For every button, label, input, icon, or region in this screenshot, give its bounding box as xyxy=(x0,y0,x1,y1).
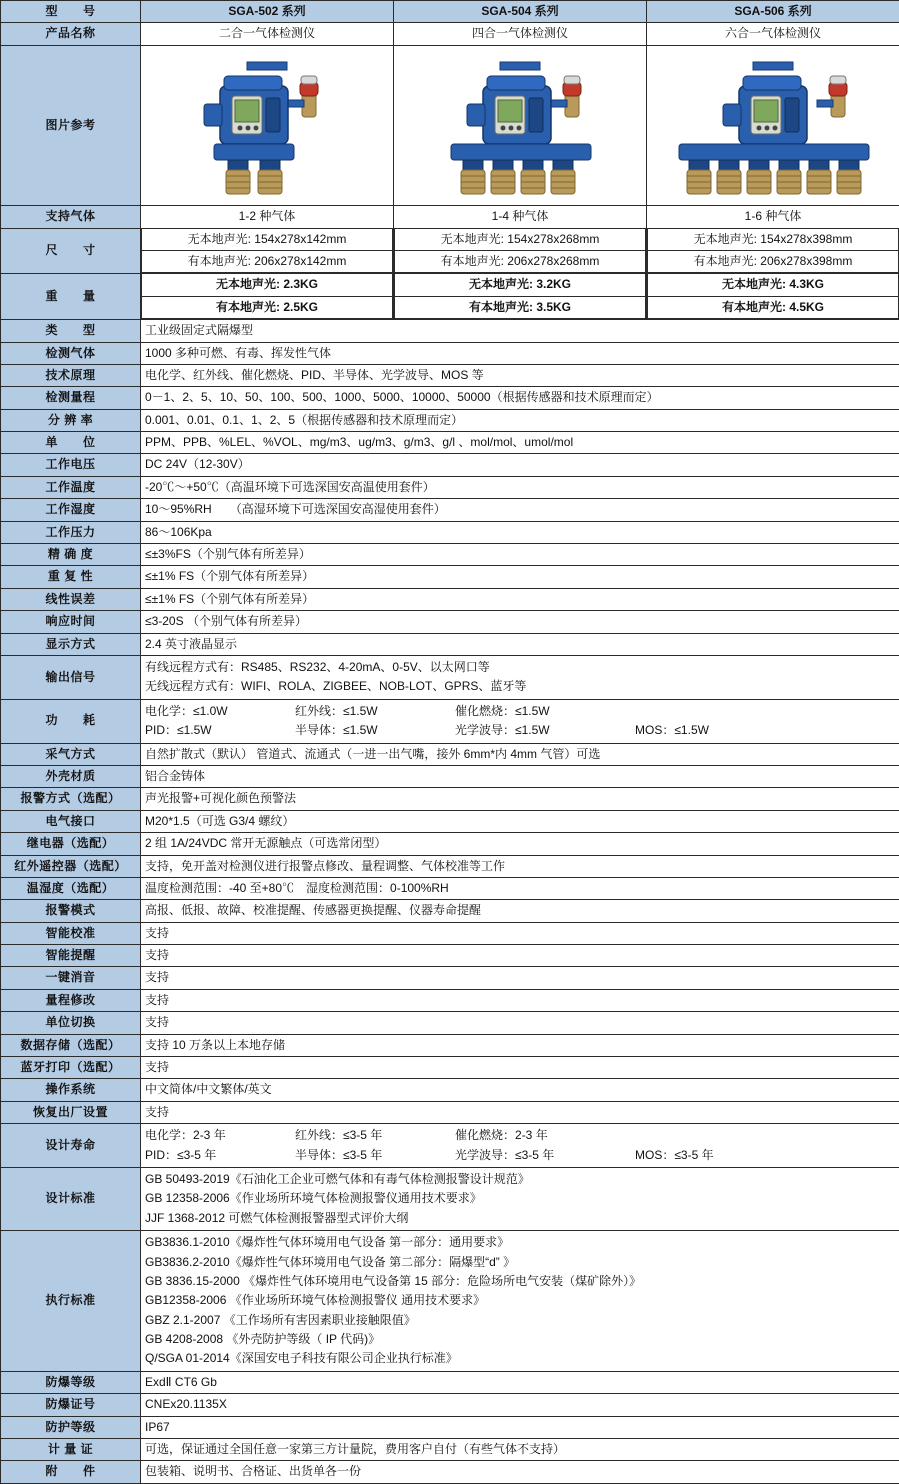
table-row-weight xyxy=(1,274,899,320)
row-label-product-name: 产品名称 xyxy=(1,23,141,45)
exec-standard-item: GB 4208-2008 《外壳防护等级（ IP 代码)》 xyxy=(145,1330,895,1349)
row-value-smart-reminder: 支持 xyxy=(141,945,899,967)
row-value-bluetooth-print: 支持 xyxy=(141,1057,899,1079)
gas-detector-2-icon xyxy=(152,48,382,198)
row-value-sampling: 自然扩散式（默认） 管道式、流通式（一进一出气嘴，接外 6mm*内 4mm 气管）可选 xyxy=(141,743,899,765)
device-image-502 xyxy=(141,45,394,205)
design-standard-item: JJF 1368-2012 可燃气体检测报警器型式评价大纲 xyxy=(145,1209,895,1228)
size-504 xyxy=(394,228,647,274)
row-label-work-pressure: 工作压力 xyxy=(1,521,141,543)
table-row-unit-switch xyxy=(1,1012,899,1034)
row-label-power: 功 耗 xyxy=(1,699,141,743)
table-row-size xyxy=(1,228,899,274)
row-value-os: 中文简体/中文繁体/英文 xyxy=(141,1079,899,1101)
row-value-work-pressure: 86～106Kpa xyxy=(141,521,899,543)
table-row-power xyxy=(1,699,899,743)
power-pid: PID：≤1.5W xyxy=(145,722,295,739)
table-row-exec-standard xyxy=(1,1231,899,1372)
exec-standard-item: GB3836.1-2010《爆炸性气体环境用电气设备 第一部分：通用要求》 xyxy=(145,1233,895,1252)
row-label-smart-reminder: 智能提醒 xyxy=(1,945,141,967)
table-row-shell-material xyxy=(1,765,899,787)
size-502-a: 无本地声光: 154x278x142mm xyxy=(142,229,393,251)
row-label-unit-switch: 单位切换 xyxy=(1,1012,141,1034)
row-value-work-humidity: 10～95%RH （高湿环境下可选深国安高湿使用套件） xyxy=(141,499,899,521)
row-label-relay: 继电器（选配） xyxy=(1,833,141,855)
row-value-metrology-cert: 可选，保证通过全国任意一家第三方计量院，费用客户自付（有些气体不支持） xyxy=(141,1439,899,1461)
table-row-range-modify xyxy=(1,989,899,1011)
row-value-type: 工业级固定式隔爆型 xyxy=(141,320,899,342)
row-label-shell-material: 外壳材质 xyxy=(1,765,141,787)
table-row-ex-level xyxy=(1,1371,899,1393)
exec-standard-item: GB12358-2006 《作业场所环境气体检测报警仪 通用技术要求》 xyxy=(145,1291,895,1310)
table-row-ir-remote xyxy=(1,855,899,877)
row-value-repeatability: ≤±1% FS（个别气体有所差异） xyxy=(141,566,899,588)
table-row-design-standard xyxy=(1,1167,899,1230)
table-row-detect-gas xyxy=(1,342,899,364)
row-value-voltage: DC 24V（12-30V） xyxy=(141,454,899,476)
table-row-one-key-mute xyxy=(1,967,899,989)
row-label-tech-principle: 技术原理 xyxy=(1,364,141,386)
table-row-accuracy xyxy=(1,544,899,566)
life-optical: 光学波导：≤3-5 年 xyxy=(455,1147,635,1164)
table-row-relay xyxy=(1,833,899,855)
table-row-output-signal xyxy=(1,655,899,699)
row-value-tech-principle: 电化学、红外线、催化燃烧、PID、半导体、光学波导、MOS 等 xyxy=(141,364,899,386)
exec-standard-item: GB 3836.15-2000 《爆炸性气体环境用电气设备第 15 部分：危险场所电气安装（煤矿除外）》 xyxy=(145,1272,895,1291)
output-signal-wired: 有线远程方式有：RS485、RS232、4-20mA、0-5V、以太网口等 xyxy=(145,658,895,677)
power-infrared: 红外线：≤1.5W xyxy=(295,703,455,720)
device-image-504 xyxy=(394,45,647,205)
row-label-image-ref: 图片参考 xyxy=(1,45,141,205)
row-label-ir-remote: 红外遥控器（选配） xyxy=(1,855,141,877)
row-value-work-temp: -20℃～+50℃（高温环境下可选深国安高温使用套件） xyxy=(141,476,899,498)
row-label-sampling: 采气方式 xyxy=(1,743,141,765)
row-label-smart-calibration: 智能校准 xyxy=(1,922,141,944)
product-name-504: 四合一气体检测仪 xyxy=(394,23,647,45)
row-label-alarm-mode: 报警模式 xyxy=(1,900,141,922)
row-value-ir-remote: 支持，免开盖对检测仪进行报警点修改、量程调整、气体校准等工作 xyxy=(141,855,899,877)
row-value-factory-reset: 支持 xyxy=(141,1101,899,1123)
row-value-unit: PPM、PPB、%LEL、%VOL、mg/m3、ug/m3、g/m3、g/l 、mol/mol、umol/mol xyxy=(141,432,899,454)
row-value-design-life xyxy=(141,1124,899,1168)
row-label-response-time: 响应时间 xyxy=(1,611,141,633)
power-optical: 光学波导：≤1.5W xyxy=(455,722,635,739)
life-pid: PID：≤3-5 年 xyxy=(145,1147,295,1164)
row-value-data-storage: 支持 10 万条以上本地存储 xyxy=(141,1034,899,1056)
row-value-response-time: ≤3-20S （个别气体有所差异） xyxy=(141,611,899,633)
exec-standard-item: GBZ 2.1-2007 《工作场所有害因素职业接触限值》 xyxy=(145,1311,895,1330)
row-label-data-storage: 数据存储（选配） xyxy=(1,1034,141,1056)
row-value-resolution: 0.001、0.01、0.1、1、2、5（根据传感器和技术原理而定） xyxy=(141,409,899,431)
row-label-repeatability: 重 复 性 xyxy=(1,566,141,588)
row-value-ex-level: ExdⅡ CT6 Gb xyxy=(141,1371,899,1393)
size-504-b: 有本地声光: 206x278x268mm xyxy=(395,250,646,272)
life-infrared: 红外线：≤3-5 年 xyxy=(295,1127,455,1144)
row-value-detect-gas: 1000 多种可燃、有毒、挥发性气体 xyxy=(141,342,899,364)
size-506-b: 有本地声光: 206x278x398mm xyxy=(648,250,899,272)
row-label-electrical-interface: 电气接口 xyxy=(1,810,141,832)
table-row-sampling xyxy=(1,743,899,765)
table-row-support-gas xyxy=(1,206,899,228)
row-label-design-life: 设计寿命 xyxy=(1,1124,141,1168)
row-label-linearity: 线性误差 xyxy=(1,588,141,610)
weight-502-b: 有本地声光: 2.5KG xyxy=(142,296,393,318)
life-electrochemical: 电化学：2-3 年 xyxy=(145,1127,295,1144)
row-label-os: 操作系统 xyxy=(1,1079,141,1101)
model-502: SGA-502 系列 xyxy=(141,1,394,23)
table-row-work-temp xyxy=(1,476,899,498)
product-name-502: 二合一气体检测仪 xyxy=(141,23,394,45)
device-image-506 xyxy=(647,45,899,205)
power-mos: MOS：≤1.5W xyxy=(635,722,709,739)
size-506-a: 无本地声光: 154x278x398mm xyxy=(648,229,899,251)
table-row-repeatability xyxy=(1,566,899,588)
row-label-display: 显示方式 xyxy=(1,633,141,655)
support-gas-502: 1-2 种气体 xyxy=(141,206,394,228)
power-line-1 xyxy=(145,702,895,721)
table-row-work-pressure xyxy=(1,521,899,543)
power-semiconductor: 半导体：≤1.5W xyxy=(295,722,455,739)
exec-standard-item: GB3836.2-2010《爆炸性气体环境用电气设备 第二部分：隔爆型“d” 》 xyxy=(145,1253,895,1272)
table-row-metrology-cert xyxy=(1,1439,899,1461)
life-catalytic: 催化燃烧：2-3 年 xyxy=(455,1127,548,1144)
gas-detector-4-icon xyxy=(405,48,635,198)
power-catalytic: 催化燃烧：≤1.5W xyxy=(455,703,550,720)
size-504-a: 无本地声光: 154x278x268mm xyxy=(395,229,646,251)
row-value-design-standard xyxy=(141,1167,899,1230)
table-row-product-name xyxy=(1,23,899,45)
table-row-alarm-mode xyxy=(1,900,899,922)
table-row-bluetooth-print xyxy=(1,1057,899,1079)
weight-506 xyxy=(647,274,899,320)
size-502 xyxy=(141,228,394,274)
row-label-ip-level: 防护等级 xyxy=(1,1416,141,1438)
row-label-ex-level: 防爆等级 xyxy=(1,1371,141,1393)
row-value-one-key-mute: 支持 xyxy=(141,967,899,989)
row-value-accessories: 包装箱、说明书、合格证、出货单各一份 xyxy=(141,1461,899,1483)
size-506 xyxy=(647,228,899,274)
design-standard-item: GB 12358-2006《作业场所环境气体检测报警仪通用技术要求》 xyxy=(145,1189,895,1208)
row-label-range: 检测量程 xyxy=(1,387,141,409)
row-label-work-humidity: 工作湿度 xyxy=(1,499,141,521)
table-row-response-time xyxy=(1,611,899,633)
row-label-output-signal: 输出信号 xyxy=(1,655,141,699)
table-row-smart-calibration xyxy=(1,922,899,944)
exec-standard-item: Q/SGA 01-2014《深国安电子科技有限公司企业执行标准》 xyxy=(145,1349,895,1368)
table-row-alarm-method xyxy=(1,788,899,810)
table-row-display xyxy=(1,633,899,655)
row-value-ex-cert-no: CNEx20.1135X xyxy=(141,1394,899,1416)
row-label-support-gas: 支持气体 xyxy=(1,206,141,228)
table-row-accessories xyxy=(1,1461,899,1483)
row-value-range: 0－1、2、5、10、50、100、500、1000、5000、10000、50000（根据传感器和技术原理而定） xyxy=(141,387,899,409)
table-row-type xyxy=(1,320,899,342)
row-value-range-modify: 支持 xyxy=(141,989,899,1011)
row-value-temp-humidity: 温度检测范围：-40 至+80℃ 湿度检测范围：0-100%RH xyxy=(141,877,899,899)
table-row-linearity xyxy=(1,588,899,610)
table-row-os xyxy=(1,1079,899,1101)
row-label-design-standard: 设计标准 xyxy=(1,1167,141,1230)
life-mos: MOS：≤3-5 年 xyxy=(635,1147,714,1164)
row-label-exec-standard: 执行标准 xyxy=(1,1231,141,1372)
support-gas-506: 1-6 种气体 xyxy=(647,206,899,228)
table-row-electrical-interface xyxy=(1,810,899,832)
row-label-detect-gas: 检测气体 xyxy=(1,342,141,364)
weight-502-a: 无本地声光: 2.3KG xyxy=(142,274,393,296)
row-label-alarm-method: 报警方式（选配） xyxy=(1,788,141,810)
weight-504 xyxy=(394,274,647,320)
table-row-tech-principle xyxy=(1,364,899,386)
table-row-temp-humidity xyxy=(1,877,899,899)
row-label-one-key-mute: 一键消音 xyxy=(1,967,141,989)
row-value-unit-switch: 支持 xyxy=(141,1012,899,1034)
table-row-unit xyxy=(1,432,899,454)
output-signal-wireless: 无线远程方式有：WIFI、ROLA、ZIGBEE、NOB-LOT、GPRS、蓝牙等 xyxy=(145,677,895,696)
gas-detector-6-icon xyxy=(653,48,893,198)
model-506: SGA-506 系列 xyxy=(647,1,899,23)
size-502-b: 有本地声光: 206x278x142mm xyxy=(142,250,393,272)
row-label-accuracy: 精 确 度 xyxy=(1,544,141,566)
row-value-display: 2.4 英寸液晶显示 xyxy=(141,633,899,655)
table-row-resolution xyxy=(1,409,899,431)
table-row-design-life xyxy=(1,1124,899,1168)
row-label-temp-humidity: 温湿度（选配） xyxy=(1,877,141,899)
row-label-metrology-cert: 计 量 证 xyxy=(1,1439,141,1461)
row-label-model: 型 号 xyxy=(1,1,141,23)
row-label-type: 类 型 xyxy=(1,320,141,342)
design-life-line-1 xyxy=(145,1126,895,1145)
design-life-line-2 xyxy=(145,1146,895,1165)
row-label-factory-reset: 恢复出厂设置 xyxy=(1,1101,141,1123)
weight-506-a: 无本地声光: 4.3KG xyxy=(648,274,899,296)
row-label-range-modify: 量程修改 xyxy=(1,989,141,1011)
product-name-506: 六合一气体检测仪 xyxy=(647,23,899,45)
row-value-accuracy: ≤±3%FS（个别气体有所差异） xyxy=(141,544,899,566)
row-label-bluetooth-print: 蓝牙打印（选配） xyxy=(1,1057,141,1079)
row-value-exec-standard xyxy=(141,1231,899,1372)
row-value-output-signal xyxy=(141,655,899,699)
support-gas-504: 1-4 种气体 xyxy=(394,206,647,228)
table-row-model xyxy=(1,1,899,23)
weight-506-b: 有本地声光: 4.5KG xyxy=(648,296,899,318)
row-value-power xyxy=(141,699,899,743)
row-value-alarm-method: 声光报警+可视化颜色预警法 xyxy=(141,788,899,810)
table-row-smart-reminder xyxy=(1,945,899,967)
table-row-image-ref xyxy=(1,45,899,205)
row-label-weight: 重 量 xyxy=(1,274,141,320)
weight-504-a: 无本地声光: 3.2KG xyxy=(395,274,646,296)
table-row-data-storage xyxy=(1,1034,899,1056)
row-value-shell-material: 铝合金铸体 xyxy=(141,765,899,787)
table-row-ex-cert-no xyxy=(1,1394,899,1416)
row-value-alarm-mode: 高报、低报、故障、校准提醒、传感器更换提醒、仪器寿命提醒 xyxy=(141,900,899,922)
row-value-relay: 2 组 1A/24VDC 常开无源触点（可选常闭型） xyxy=(141,833,899,855)
row-label-ex-cert-no: 防爆证号 xyxy=(1,1394,141,1416)
row-label-size: 尺 寸 xyxy=(1,228,141,274)
row-label-unit: 单 位 xyxy=(1,432,141,454)
row-label-accessories: 附 件 xyxy=(1,1461,141,1483)
row-label-work-temp: 工作温度 xyxy=(1,476,141,498)
table-row-factory-reset xyxy=(1,1101,899,1123)
design-standard-item: GB 50493-2019《石油化工企业可燃气体和有毒气体检测报警设计规范》 xyxy=(145,1170,895,1189)
table-row-range xyxy=(1,387,899,409)
row-value-electrical-interface: M20*1.5（可选 G3/4 螺纹） xyxy=(141,810,899,832)
row-label-voltage: 工作电压 xyxy=(1,454,141,476)
power-line-2 xyxy=(145,721,895,740)
model-504: SGA-504 系列 xyxy=(394,1,647,23)
table-row-voltage xyxy=(1,454,899,476)
row-value-ip-level: IP67 xyxy=(141,1416,899,1438)
row-value-smart-calibration: 支持 xyxy=(141,922,899,944)
row-value-linearity: ≤±1% FS（个别气体有所差异） xyxy=(141,588,899,610)
table-row-ip-level xyxy=(1,1416,899,1438)
weight-504-b: 有本地声光: 3.5KG xyxy=(395,296,646,318)
weight-502 xyxy=(141,274,394,320)
life-semiconductor: 半导体：≤3-5 年 xyxy=(295,1147,455,1164)
row-label-resolution: 分 辨 率 xyxy=(1,409,141,431)
table-row-work-humidity xyxy=(1,499,899,521)
power-electrochemical: 电化学：≤1.0W xyxy=(145,703,295,720)
